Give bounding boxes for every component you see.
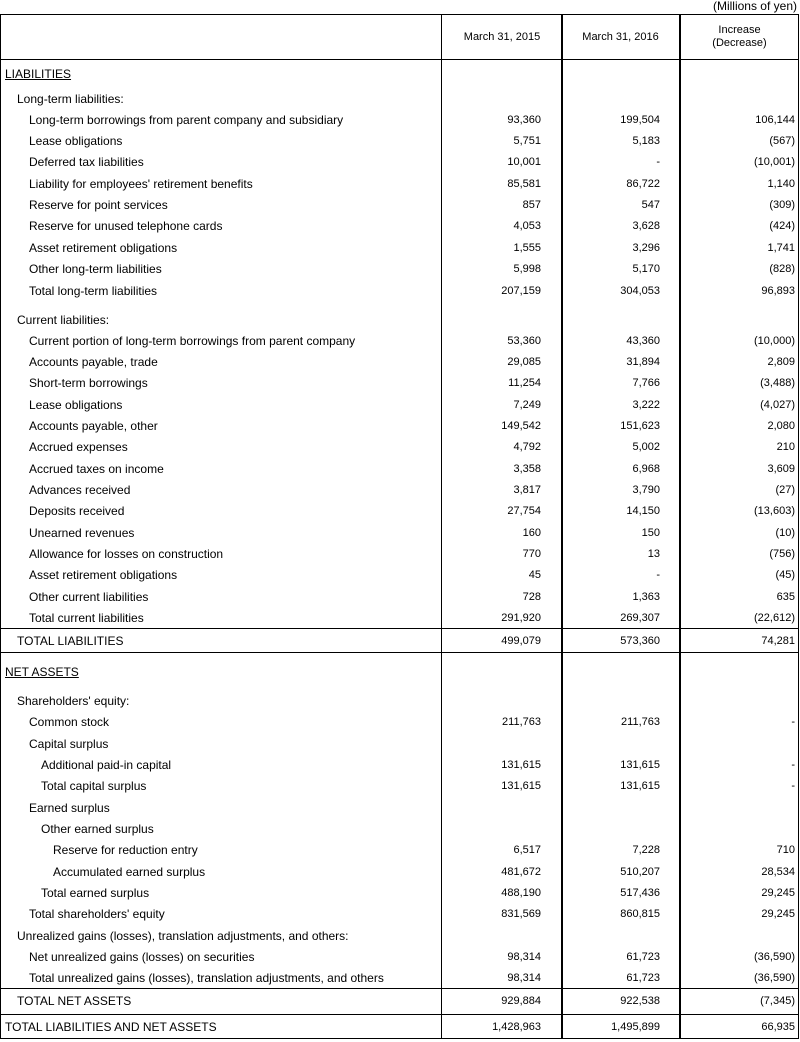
value-change: 74,281	[761, 635, 795, 647]
value-2016	[563, 310, 660, 331]
value-2015	[443, 64, 541, 85]
table-row	[0, 395, 799, 416]
value-2016	[563, 798, 660, 819]
table-row	[0, 608, 799, 629]
value-2016: 304,053	[620, 285, 660, 297]
row-label: TOTAL NET ASSETS	[17, 994, 132, 1008]
row-label: Other long-term liabilities	[29, 262, 162, 276]
value-2016: 7,766	[632, 377, 660, 389]
row-label: Common stock	[29, 715, 110, 729]
row-label: LIABILITIES	[5, 67, 72, 81]
table-row	[0, 862, 799, 883]
table-row	[0, 947, 799, 968]
value-2015: 1,428,963	[492, 1021, 541, 1033]
table-row	[0, 195, 799, 216]
row-label: NET ASSETS	[5, 665, 79, 679]
value-change	[680, 310, 795, 331]
value-2016	[563, 89, 660, 110]
table-row	[0, 281, 799, 302]
table-row	[0, 904, 799, 925]
row-label: Additional paid-in capital	[41, 758, 172, 772]
value-2016: 922,538	[620, 995, 660, 1007]
row-divider	[0, 1014, 799, 1015]
value-2015: 291,920	[501, 612, 541, 624]
row-label: Total earned surplus	[41, 886, 150, 900]
value-2015	[443, 662, 541, 683]
row-label: Deposits received	[29, 504, 125, 518]
units-note: (Millions of yen)	[712, 0, 797, 13]
table-row	[0, 110, 799, 131]
value-2015	[443, 691, 541, 712]
row-label: Accrued taxes on income	[29, 462, 164, 476]
value-2015: 10,001	[507, 156, 541, 168]
row-label: Total long-term liabilities	[29, 284, 158, 298]
row-label: Asset retirement obligations	[29, 568, 178, 582]
table-row	[0, 776, 799, 797]
row-label: Total capital surplus	[41, 779, 147, 793]
row-label: Unearned revenues	[29, 526, 135, 540]
table-row	[0, 523, 799, 544]
table-row	[0, 416, 799, 437]
value-2016: -	[656, 569, 660, 581]
table-row	[0, 840, 799, 861]
row-label: Capital surplus	[29, 737, 109, 751]
value-2015: 929,884	[501, 995, 541, 1007]
table-row	[0, 968, 799, 989]
table-row	[0, 734, 799, 755]
value-2016: 269,307	[620, 612, 660, 624]
header-decrease-label: (Decrease)	[712, 37, 767, 49]
value-2015: 98,314	[507, 951, 541, 963]
value-2016: 61,723	[626, 951, 660, 963]
row-label: Accumulated earned surplus	[53, 865, 206, 879]
value-change: -	[791, 716, 795, 728]
value-2015: 5,751	[513, 135, 541, 147]
table-row	[0, 331, 799, 352]
value-change	[680, 89, 795, 110]
row-label: Asset retirement obligations	[29, 241, 178, 255]
value-change: 29,245	[761, 908, 795, 920]
row-label: Unrealized gains (losses), translation adjustments, and others:	[17, 929, 349, 943]
value-2015: 857	[522, 199, 541, 211]
value-2015: 3,358	[513, 463, 541, 475]
row-label: Liability for employees' retirement benefits	[29, 177, 253, 191]
table-row	[0, 238, 799, 259]
value-2015	[443, 310, 541, 331]
value-2016: 5,002	[632, 441, 660, 453]
value-2015: 770	[522, 548, 541, 560]
value-change: 28,534	[761, 866, 795, 878]
table-row	[0, 152, 799, 173]
value-change: (567)	[769, 135, 795, 147]
row-label: Allowance for losses on construction	[29, 547, 224, 561]
table-row	[0, 798, 799, 819]
value-change: (10)	[775, 527, 795, 539]
value-2016: 573,360	[620, 635, 660, 647]
value-2015: 728	[522, 591, 541, 603]
row-label: Deferred tax liabilities	[29, 155, 144, 169]
value-2015: 488,190	[501, 887, 541, 899]
row-label: Long-term borrowings from parent company and subsidiary	[29, 113, 344, 127]
value-change: (45)	[775, 569, 795, 581]
table-row	[0, 1017, 799, 1038]
value-2015: 85,581	[507, 178, 541, 190]
value-change	[680, 691, 795, 712]
value-2016	[563, 926, 660, 947]
value-change: 3,609	[767, 463, 795, 475]
value-2015: 98,314	[507, 972, 541, 984]
value-change: 710	[776, 844, 795, 856]
value-change: (424)	[769, 220, 795, 232]
value-2015: 131,615	[501, 780, 541, 792]
value-2016: 3,222	[632, 399, 660, 411]
row-label: Other earned surplus	[41, 822, 154, 836]
row-label: Other current liabilities	[29, 590, 149, 604]
row-label: Reserve for point services	[29, 198, 168, 212]
row-label: Lease obligations	[29, 134, 123, 148]
value-change: (3,488)	[760, 377, 795, 389]
row-label: Current liabilities:	[17, 313, 110, 327]
value-2016: 6,968	[632, 463, 660, 475]
row-label: Accrued expenses	[29, 440, 128, 454]
value-change: (4,027)	[760, 399, 795, 411]
value-change: 29,245	[761, 887, 795, 899]
value-change: -	[791, 759, 795, 771]
row-label: Total shareholders' equity	[29, 907, 165, 921]
value-2016: 3,790	[632, 484, 660, 496]
value-change: (36,590)	[754, 951, 795, 963]
value-change: 106,144	[755, 114, 795, 126]
table-row	[0, 565, 799, 586]
value-2016: 151,623	[620, 420, 660, 432]
value-change: (10,001)	[754, 156, 795, 168]
value-change: 635	[776, 591, 795, 603]
value-change: (756)	[769, 548, 795, 560]
value-2015: 11,254	[508, 377, 541, 389]
value-change: (828)	[769, 263, 795, 275]
value-2016	[563, 662, 660, 683]
table-row	[0, 437, 799, 458]
value-2016: 3,296	[632, 242, 660, 254]
row-label: Reserve for unused telephone cards	[29, 219, 223, 233]
value-2016: 150	[641, 527, 660, 539]
value-2015	[443, 798, 541, 819]
table-row	[0, 544, 799, 565]
value-2015	[443, 819, 541, 840]
header-increase-decrease	[681, 15, 798, 59]
value-2016: 86,722	[626, 178, 660, 190]
value-change: (36,590)	[754, 972, 795, 984]
value-2016: 31,894	[626, 356, 660, 368]
value-change: 2,080	[767, 420, 795, 432]
value-2015: 4,792	[513, 441, 541, 453]
table-row	[0, 691, 799, 712]
value-2015: 5,998	[513, 263, 541, 275]
table-row	[0, 373, 799, 394]
value-change: -	[791, 780, 795, 792]
value-2016: 43,360	[626, 335, 660, 347]
value-2016: 14,150	[626, 505, 660, 517]
value-change: (10,000)	[754, 335, 795, 347]
row-label: TOTAL LIABILITIES	[17, 634, 124, 648]
value-change	[680, 734, 795, 755]
value-2016: 517,436	[620, 887, 660, 899]
value-change	[680, 798, 795, 819]
value-change: (7,345)	[760, 995, 795, 1007]
value-2015: 27,754	[507, 505, 541, 517]
value-2015: 93,360	[507, 114, 541, 126]
row-label: Net unrealized gains (losses) on securities	[29, 950, 255, 964]
value-2015: 7,249	[513, 399, 541, 411]
value-2015: 499,079	[501, 635, 541, 647]
value-2016: 131,615	[620, 780, 660, 792]
table-row	[0, 131, 799, 152]
table-row	[0, 310, 799, 331]
row-label: Advances received	[29, 483, 131, 497]
value-2015: 207,159	[501, 285, 541, 297]
row-label: Shareholders' equity:	[17, 694, 130, 708]
value-2016: 5,170	[632, 263, 660, 275]
value-2015: 131,615	[501, 759, 541, 771]
value-change: 210	[776, 441, 795, 453]
row-label: Lease obligations	[29, 398, 123, 412]
value-2015: 1,555	[513, 242, 541, 254]
table-row	[0, 587, 799, 608]
row-divider	[0, 652, 799, 653]
header-increase-label: Increase	[718, 24, 761, 36]
table-row	[0, 89, 799, 110]
value-2015	[443, 734, 541, 755]
value-2016: 3,628	[632, 220, 660, 232]
value-2015: 211,763	[502, 716, 541, 728]
table-row	[0, 174, 799, 195]
value-2016: 199,504	[620, 114, 660, 126]
row-label: Long-term liabilities:	[17, 92, 124, 106]
value-2015: 6,517	[513, 844, 541, 856]
value-2015: 160	[522, 527, 541, 539]
value-2015	[443, 89, 541, 110]
value-2016	[563, 734, 660, 755]
row-label: Accounts payable, trade	[29, 355, 158, 369]
value-2016	[563, 819, 660, 840]
table-row	[0, 352, 799, 373]
table-row	[0, 501, 799, 522]
value-change: (13,603)	[754, 505, 795, 517]
value-change: 96,893	[761, 285, 795, 297]
value-change: 1,140	[767, 178, 795, 190]
row-label: Earned surplus	[29, 801, 110, 815]
table-row	[0, 755, 799, 776]
table-row	[0, 216, 799, 237]
row-divider	[0, 59, 799, 60]
value-2015: 45	[528, 569, 541, 581]
header-march-2016: March 31, 2016	[582, 30, 659, 43]
value-2015: 29,085	[507, 356, 541, 368]
table-row	[0, 819, 799, 840]
value-change	[680, 662, 795, 683]
header-march-2015: March 31, 2015	[463, 30, 541, 43]
value-change: (309)	[769, 199, 795, 211]
value-2016: 131,615	[620, 759, 660, 771]
value-2016	[563, 691, 660, 712]
row-label: TOTAL LIABILITIES AND NET ASSETS	[5, 1020, 217, 1034]
value-2016: 61,723	[626, 972, 660, 984]
value-2015: 831,569	[501, 908, 541, 920]
table-row	[0, 459, 799, 480]
table-row	[0, 259, 799, 280]
value-2016: 5,183	[632, 135, 660, 147]
table-row	[0, 926, 799, 947]
value-2016: 1,363	[632, 591, 660, 603]
value-change: (27)	[775, 484, 795, 496]
value-2015: 53,360	[507, 335, 541, 347]
row-label: Short-term borrowings	[29, 376, 148, 390]
value-2016: 211,763	[621, 716, 660, 728]
value-change: 1,741	[767, 242, 795, 254]
row-label: Accounts payable, other	[29, 419, 158, 433]
value-change: 2,809	[767, 356, 795, 368]
value-2016: 1,495,899	[611, 1021, 660, 1033]
value-2016: 13	[647, 548, 660, 560]
value-2015: 3,817	[513, 484, 541, 496]
row-label: Total current liabilities	[29, 611, 144, 625]
row-label: Reserve for reduction entry	[53, 843, 198, 857]
row-label: Total unrealized gains (losses), translation adjustments, and others	[29, 971, 384, 985]
table-row	[0, 883, 799, 904]
row-label: Current portion of long-term borrowings from parent company	[29, 334, 356, 348]
value-2016: 510,207	[620, 866, 660, 878]
value-2016: 860,815	[620, 908, 660, 920]
value-change	[680, 819, 795, 840]
table-row	[0, 64, 799, 85]
value-2016: -	[656, 156, 660, 168]
value-2015	[443, 926, 541, 947]
table-row	[0, 991, 799, 1012]
value-2016: 7,228	[632, 844, 660, 856]
table-row	[0, 480, 799, 501]
table-row	[0, 712, 799, 733]
value-change: (22,612)	[754, 612, 795, 624]
value-2016: 547	[641, 199, 660, 211]
value-2015: 149,542	[501, 420, 541, 432]
value-change: 66,935	[761, 1021, 795, 1033]
value-change	[680, 926, 795, 947]
value-2015: 481,672	[501, 866, 541, 878]
value-2015: 4,053	[513, 220, 541, 232]
table-row	[0, 662, 799, 683]
value-2016	[563, 64, 660, 85]
value-change	[680, 64, 795, 85]
table-row	[0, 631, 799, 652]
